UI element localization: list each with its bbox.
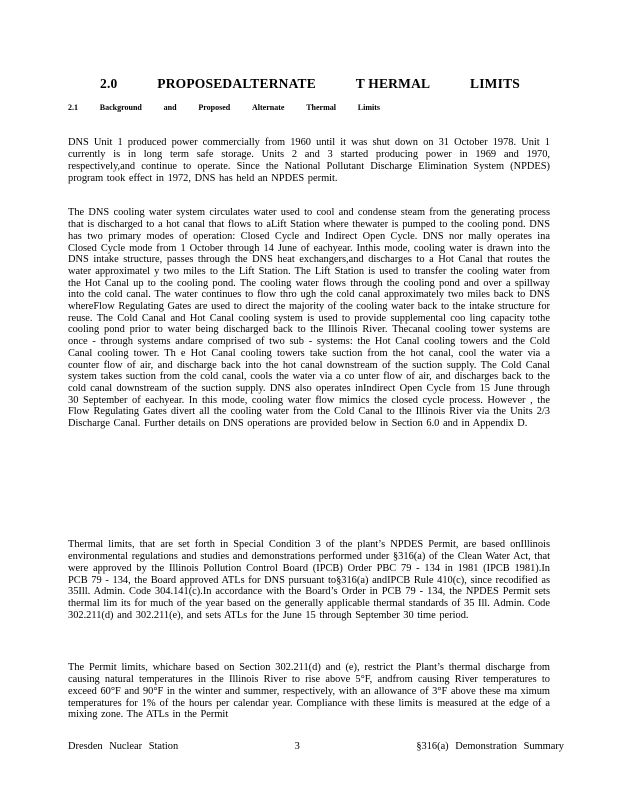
footer-page-number: 3 <box>294 741 300 752</box>
subsection-word: Limits <box>357 103 380 112</box>
paragraph-cooling-system: The DNS cooling water system circulates water used to cool and condense steam from the generating process that is discharged to a hot canal that flows to aLift Station where thewater is pumped to the cooling pond. DNS has two primary modes of operation: Closed Cycle and Indirect Open Cycle. DNS nor mally operates ina Closed Cycle mode from 1 October through 14 June of eachyear. Inthis mode, cooling water is drawn into the DNS intake structure, passes through the DNS heat exchangers,and discharges to a Hot Canal that routes the water approximatel y two miles to the Lift Station. The Lift Station is used to transfer the cooling water from the Hot Canal up to the cooling pond. The cooling water flows through the cooling pond and over a spillway into the cold canal. The water continues to flow thro ugh the cold canal approximately two miles back to DNS whereFlow Regulating Gates are used to direct the majority of the cooling water back to the intake structure for reuse. The Cold Canal and Hot Canal cooling system is used to provide supplemental coo ling capacity tothe cooling pond prior to water being discharged back to the Illinois River. Thecanal cooling tower systems are once - through systems andare comprised of two sub - systems: the Hot Canal cooling towers and the Cold Canal cooling tower. Th e Hot Canal cooling towers take suction from the hot canal, cool the water via a counter flow of air, and discharge back into the hot canal downstream of the suction supply. The Cold Canal system takes suction from the cold canal, cools the water via a co unter flow of air, and discharges back to the cold canal downstream of the suction supply. DNS also operates inIndirect Open Cycle from 15 June through 30 September of eachyear. In this mode, cooling water flow mimics the closed cycle process. However , the Flow Regulating Gates divert all the cooling water from the Cold Canal to the Illinois River via the Units 2/3 Discharge Canal. Further details on DNS operations are provided below in Section 6.0 and in Appendix D. <box>68 207 550 430</box>
subsection-number: 2.1 <box>68 103 78 112</box>
footer-document-title: §316(a) Demonstration Summary <box>416 741 564 752</box>
section-heading <box>100 76 520 92</box>
subsection-word: Background <box>99 103 142 112</box>
heading-part-1: PROPOSEDALTERNATE <box>157 76 316 91</box>
subsection-heading <box>68 103 380 112</box>
paragraph-permit-limits: The Permit limits, whichare based on Section 302.211(d) and (e), restrict the Plant’s thermal discharge from causing natural temperatures in the Illinois River to rise above 5°F, andfrom causing River temperatures to exceed 60°F and 90°F in the winter and summer, respectively, with an allowance of 3°F above these ma ximum temperatures for 1% of the hours per calendar year. Compliance with these limits is measured at the edge of a mixing zone. The ATLs in the Permit <box>68 662 550 721</box>
footer-station-name: Dresden Nuclear Station <box>68 741 179 752</box>
section-number: 2.0 <box>100 76 118 91</box>
page-footer <box>68 741 564 752</box>
paragraph-thermal-limits: Thermal limits, that are set forth in Special Condition 3 of the plant’s NPDES Permit, are based onIllinois environmental regulations and studies and demonstrations performed under §316(a) of the Clean Water Act, that were approved by the Illinois Pollution Control Board (IPCB) Order PBC 79 - 134 in 1981 (IPCB 1981).In PCB 79 - 134, the Board approved ATLs for DNS pursuant to§316(a) andIPCB Rule 410(c), since recodified as 35Ill. Admin. Code 304.141(c).In accordance with the Board’s Order in PCB 79 - 134, the NPDES Permit sets thermal lim its for much of the year based on the generally applicable thermal standards of 35 Ill. Admin. Code 302.211(d) and 302.211(e), and sets ATLs for the June 15 through September 30 time period. <box>68 539 550 621</box>
subsection-word: and <box>163 103 177 112</box>
heading-part-3: LIMITS <box>470 76 520 91</box>
subsection-word: Thermal <box>306 103 336 112</box>
subsection-word: Proposed <box>198 103 231 112</box>
paragraph-unit-history: DNS Unit 1 produced power commercially from 1960 until it was shut down on 31 October 1978. Unit 1 currently is in long term safe storage. Units 2 and 3 started producing power in 1969 and 1970, respectively,and continue to operate. Since the National Pollutant Discharge Elimination System (NPDES) program took effect in 1972, DNS has held an NPDES permit. <box>68 137 550 184</box>
heading-part-2: T HERMAL <box>355 76 431 91</box>
subsection-word: Alternate <box>251 103 285 112</box>
